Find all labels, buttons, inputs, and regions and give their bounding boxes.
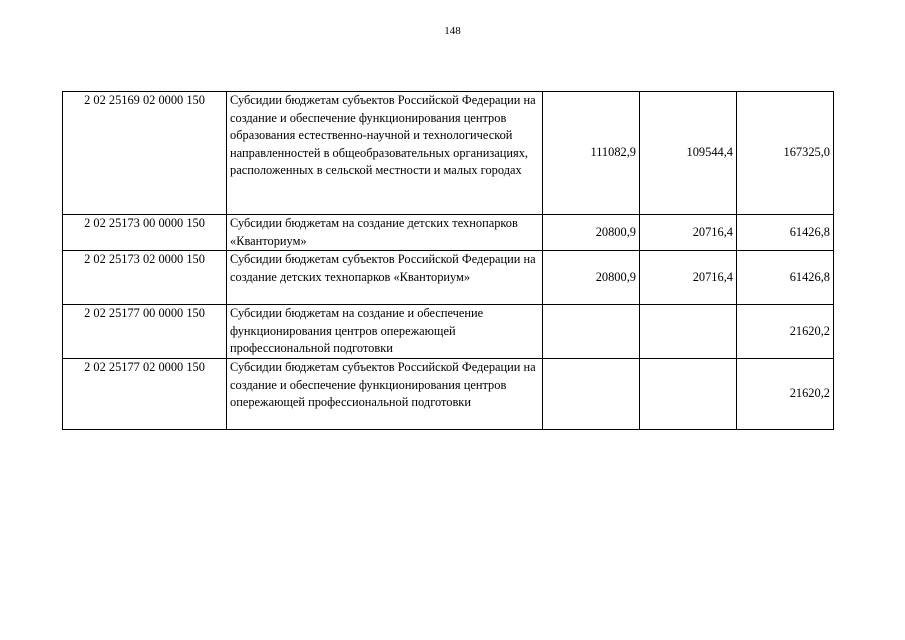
table-row [63,359,834,430]
amount-year-2: 20716,4 [640,251,737,305]
amount-year-1: 111082,9 [543,92,640,215]
item-description: Субсидии бюджетам на создание и обеспечение функционирования центров опережающей профессиональной подготовки [227,305,543,359]
budget-code: 2 02 25177 02 0000 150 [63,359,227,430]
page-number: 148 [444,25,461,37]
amount-year-1 [543,359,640,430]
amount-year-3: 61426,8 [737,215,834,251]
item-description: Субсидии бюджетам субъектов Российской Федерации на создание и обеспечение функционирования центров опережающей профессиональной подготовки [227,359,543,430]
item-description: Субсидии бюджетам на создание детских технопарков «Кванториум» [227,215,543,251]
budget-table [62,91,834,430]
amount-year-1: 20800,9 [543,251,640,305]
table-row [63,92,834,215]
amount-year-2: 109544,4 [640,92,737,215]
amount-year-2: 20716,4 [640,215,737,251]
budget-code: 2 02 25173 02 0000 150 [63,251,227,305]
amount-year-3: 167325,0 [737,92,834,215]
amount-year-3: 21620,2 [737,305,834,359]
budget-code: 2 02 25177 00 0000 150 [63,305,227,359]
budget-code: 2 02 25169 02 0000 150 [63,92,227,215]
amount-year-2 [640,305,737,359]
item-description: Субсидии бюджетам субъектов Российской Федерации на создание детских технопарков «Кванториум» [227,251,543,305]
table-row [63,215,834,251]
item-description: Субсидии бюджетам субъектов Российской Федерации на создание и обеспечение функционирования центров образования естественно-научной и технологической направленностей в общеобразовательных организациях, расположенных в сельской местности и малых городах [227,92,543,215]
amount-year-3: 61426,8 [737,251,834,305]
amount-year-3: 21620,2 [737,359,834,430]
amount-year-2 [640,359,737,430]
table-row [63,305,834,359]
table-row [63,251,834,305]
budget-code: 2 02 25173 00 0000 150 [63,215,227,251]
amount-year-1 [543,305,640,359]
amount-year-1: 20800,9 [543,215,640,251]
